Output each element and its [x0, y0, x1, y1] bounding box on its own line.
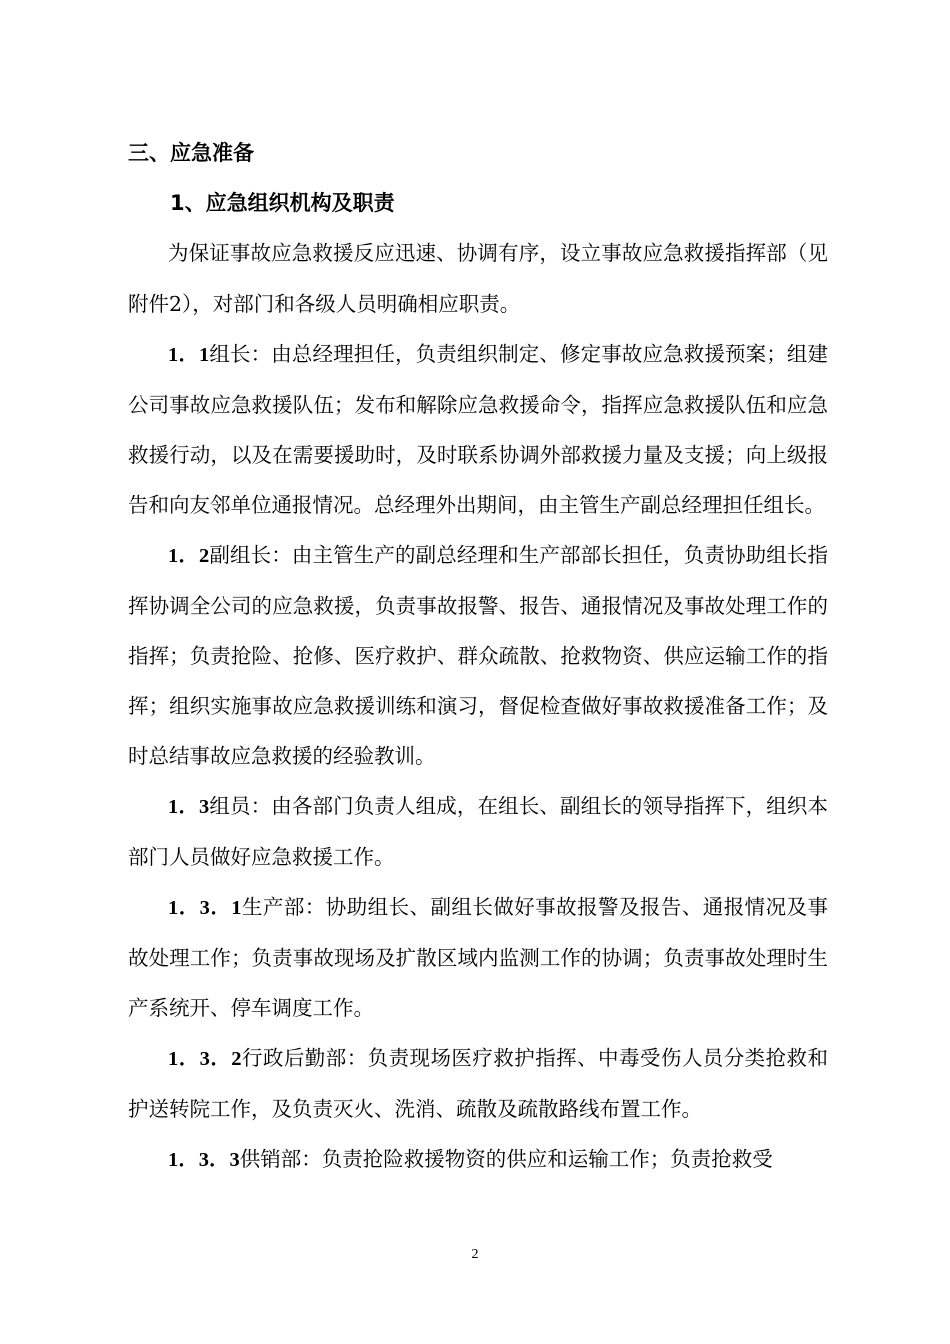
- paragraph-text: 组长：由总经理担任，负责组织制定、修定事故应急救援预案；组建公司事故应急救援队伍；发布和解除应急救援命令，指挥应急救援队伍和应急救援行动，以及在需要援助时，及时联系协调外部救援力量及支援；向上级报告和向友邻单位通报情况。总经理外出期间，由主管生产副总经理担任组长。: [128, 342, 828, 517]
- paragraph-admin-dept: [128, 1033, 828, 1134]
- paragraph-text: 供销部：负责抢险救援物资的供应和运输工作；负责抢救受: [239, 1147, 773, 1171]
- paragraph-text: 组员：由各部门负责人组成，在组长、副组长的领导指挥下，组织本部门人员做好应急救援工作。: [128, 794, 828, 869]
- paragraph-production-dept: [128, 882, 828, 1033]
- paragraph-text: 为保证事故应急救援反应迅速、协调有序，设立事故应急救援指挥部（见附件2），对部门和各级人员明确相应职责。: [128, 241, 828, 316]
- paragraph-text: 生产部：协助组长、副组长做好事故报警及报告、通报情况及事故处理工作；负责事故现场及扩散区域内监测工作的协调；负责事故处理时生产系统开、停车调度工作。: [128, 895, 828, 1020]
- paragraph-members: [128, 781, 828, 882]
- paragraph-number: 1．2: [168, 545, 210, 567]
- paragraph-leader: [128, 329, 828, 530]
- paragraph-text: 行政后勤部：负责现场医疗救护指挥、中毒受伤人员分类抢救和护送转院工作，及负责灭火、洗消、疏散及疏散路线布置工作。: [128, 1046, 828, 1121]
- paragraph-deputy-leader: [128, 530, 828, 781]
- paragraph-supply-dept: [128, 1134, 828, 1185]
- paragraph-number: 1．3．2: [168, 1048, 242, 1070]
- page-content: [128, 128, 828, 1185]
- paragraph-number: 1．3: [168, 796, 210, 818]
- paragraph-number: 1．1: [168, 344, 210, 366]
- paragraph-text: 副组长：由主管生产的副总经理和生产部部长担任，负责协助组长指挥协调全公司的应急救援，负责事故报警、报告、通报情况及事故处理工作的指挥；负责抢险、抢修、医疗救护、群众疏散、抢救物资、供应运输工作的指挥；组织实施事故应急救援训练和演习，督促检查做好事故救援准备工作；及时总结事故应急救援的经验教训。: [128, 543, 828, 768]
- paragraph-number: 1．3．3: [168, 1149, 240, 1171]
- page-number: 2: [471, 1247, 479, 1262]
- intro-paragraph: [128, 228, 828, 329]
- section-title: 三、应急准备: [128, 141, 254, 165]
- section-subtitle: 1、应急组织机构及职责: [170, 191, 395, 215]
- paragraph-number: 1．3．1: [168, 897, 242, 919]
